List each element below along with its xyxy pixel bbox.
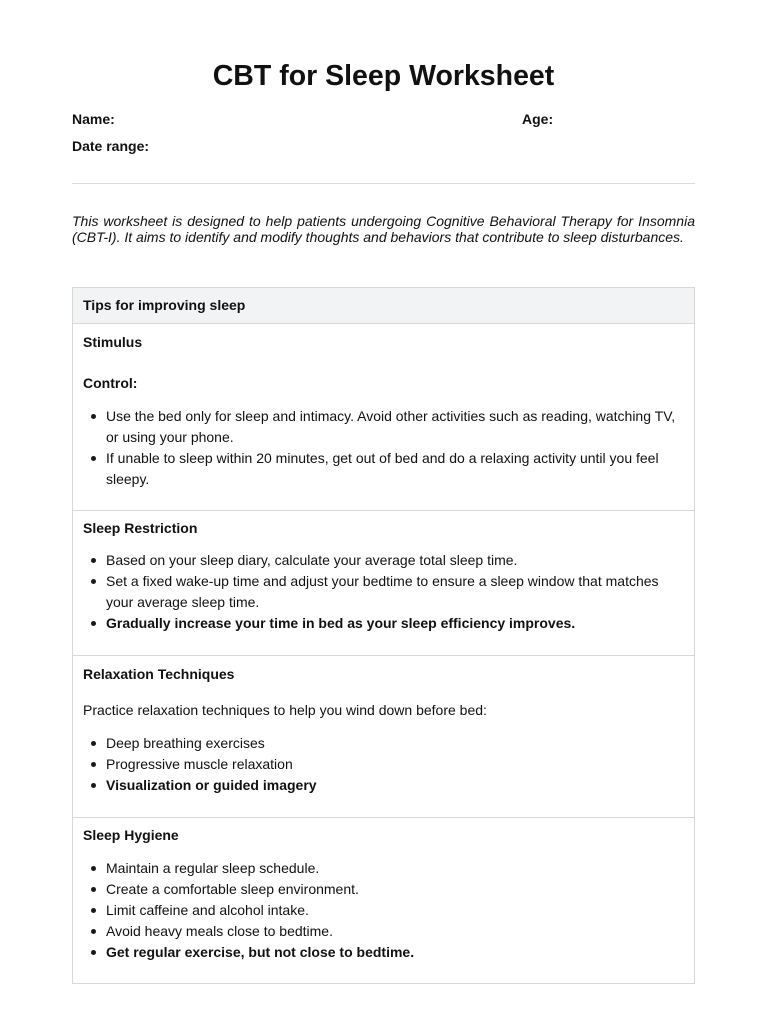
bullet-list <box>83 550 684 634</box>
bullet-list <box>83 733 684 796</box>
list-item: Visualization or guided imagery <box>106 775 684 796</box>
section-sleep-hygiene <box>73 818 694 983</box>
list-item: Set a fixed wake-up time and adjust your bedtime to ensure a sleep window that matches your average sleep time. <box>106 571 684 613</box>
bullet-list <box>83 858 684 963</box>
section-sleep-restriction <box>73 511 694 656</box>
list-item: Use the bed only for sleep and intimacy. Avoid other activities such as reading, watching TV, or using your phone. <box>106 406 684 448</box>
section-stimulus-control <box>73 324 694 511</box>
list-item: Get regular exercise, but not close to bedtime. <box>106 942 684 963</box>
list-item: Deep breathing exercises <box>106 733 684 754</box>
list-item: If unable to sleep within 20 minutes, get out of bed and do a relaxing activity until you feel sleepy. <box>106 448 684 490</box>
page-title: CBT for Sleep Worksheet <box>212 60 555 92</box>
list-item: Limit caffeine and alcohol intake. <box>106 900 684 921</box>
list-item: Gradually increase your time in bed as your sleep efficiency improves. <box>106 613 684 634</box>
section-heading: Sleep Restriction <box>83 520 198 536</box>
list-item: Maintain a regular sleep schedule. <box>106 858 684 879</box>
bullet-list <box>83 406 684 490</box>
tips-table <box>72 287 695 984</box>
list-item: Based on your sleep diary, calculate your average total sleep time. <box>106 550 684 571</box>
section-heading: Sleep Hygiene <box>83 827 179 843</box>
list-item: Progressive muscle relaxation <box>106 754 684 775</box>
tips-header: Tips for improving sleep <box>73 288 694 324</box>
list-item: Create a comfortable sleep environment. <box>106 879 684 900</box>
section-text: Practice relaxation techniques to help you wind down before bed: <box>83 702 487 718</box>
name-label: Name: <box>72 111 115 127</box>
divider <box>72 183 695 184</box>
intro-paragraph: This worksheet is designed to help patients undergoing Cognitive Behavioral Therapy for Insomnia (CBT-I). It aims to identify and modify thoughts and behaviors that contribute to sleep disturbances. <box>72 213 695 245</box>
list-item: Avoid heavy meals close to bedtime. <box>106 921 684 942</box>
section-subheading: Control: <box>83 375 138 391</box>
section-heading: Stimulus <box>83 334 143 350</box>
section-relaxation-techniques <box>73 656 694 818</box>
age-label: Age: <box>522 111 554 127</box>
date-range-label: Date range: <box>72 138 150 154</box>
section-heading: Relaxation Techniques <box>83 666 235 682</box>
